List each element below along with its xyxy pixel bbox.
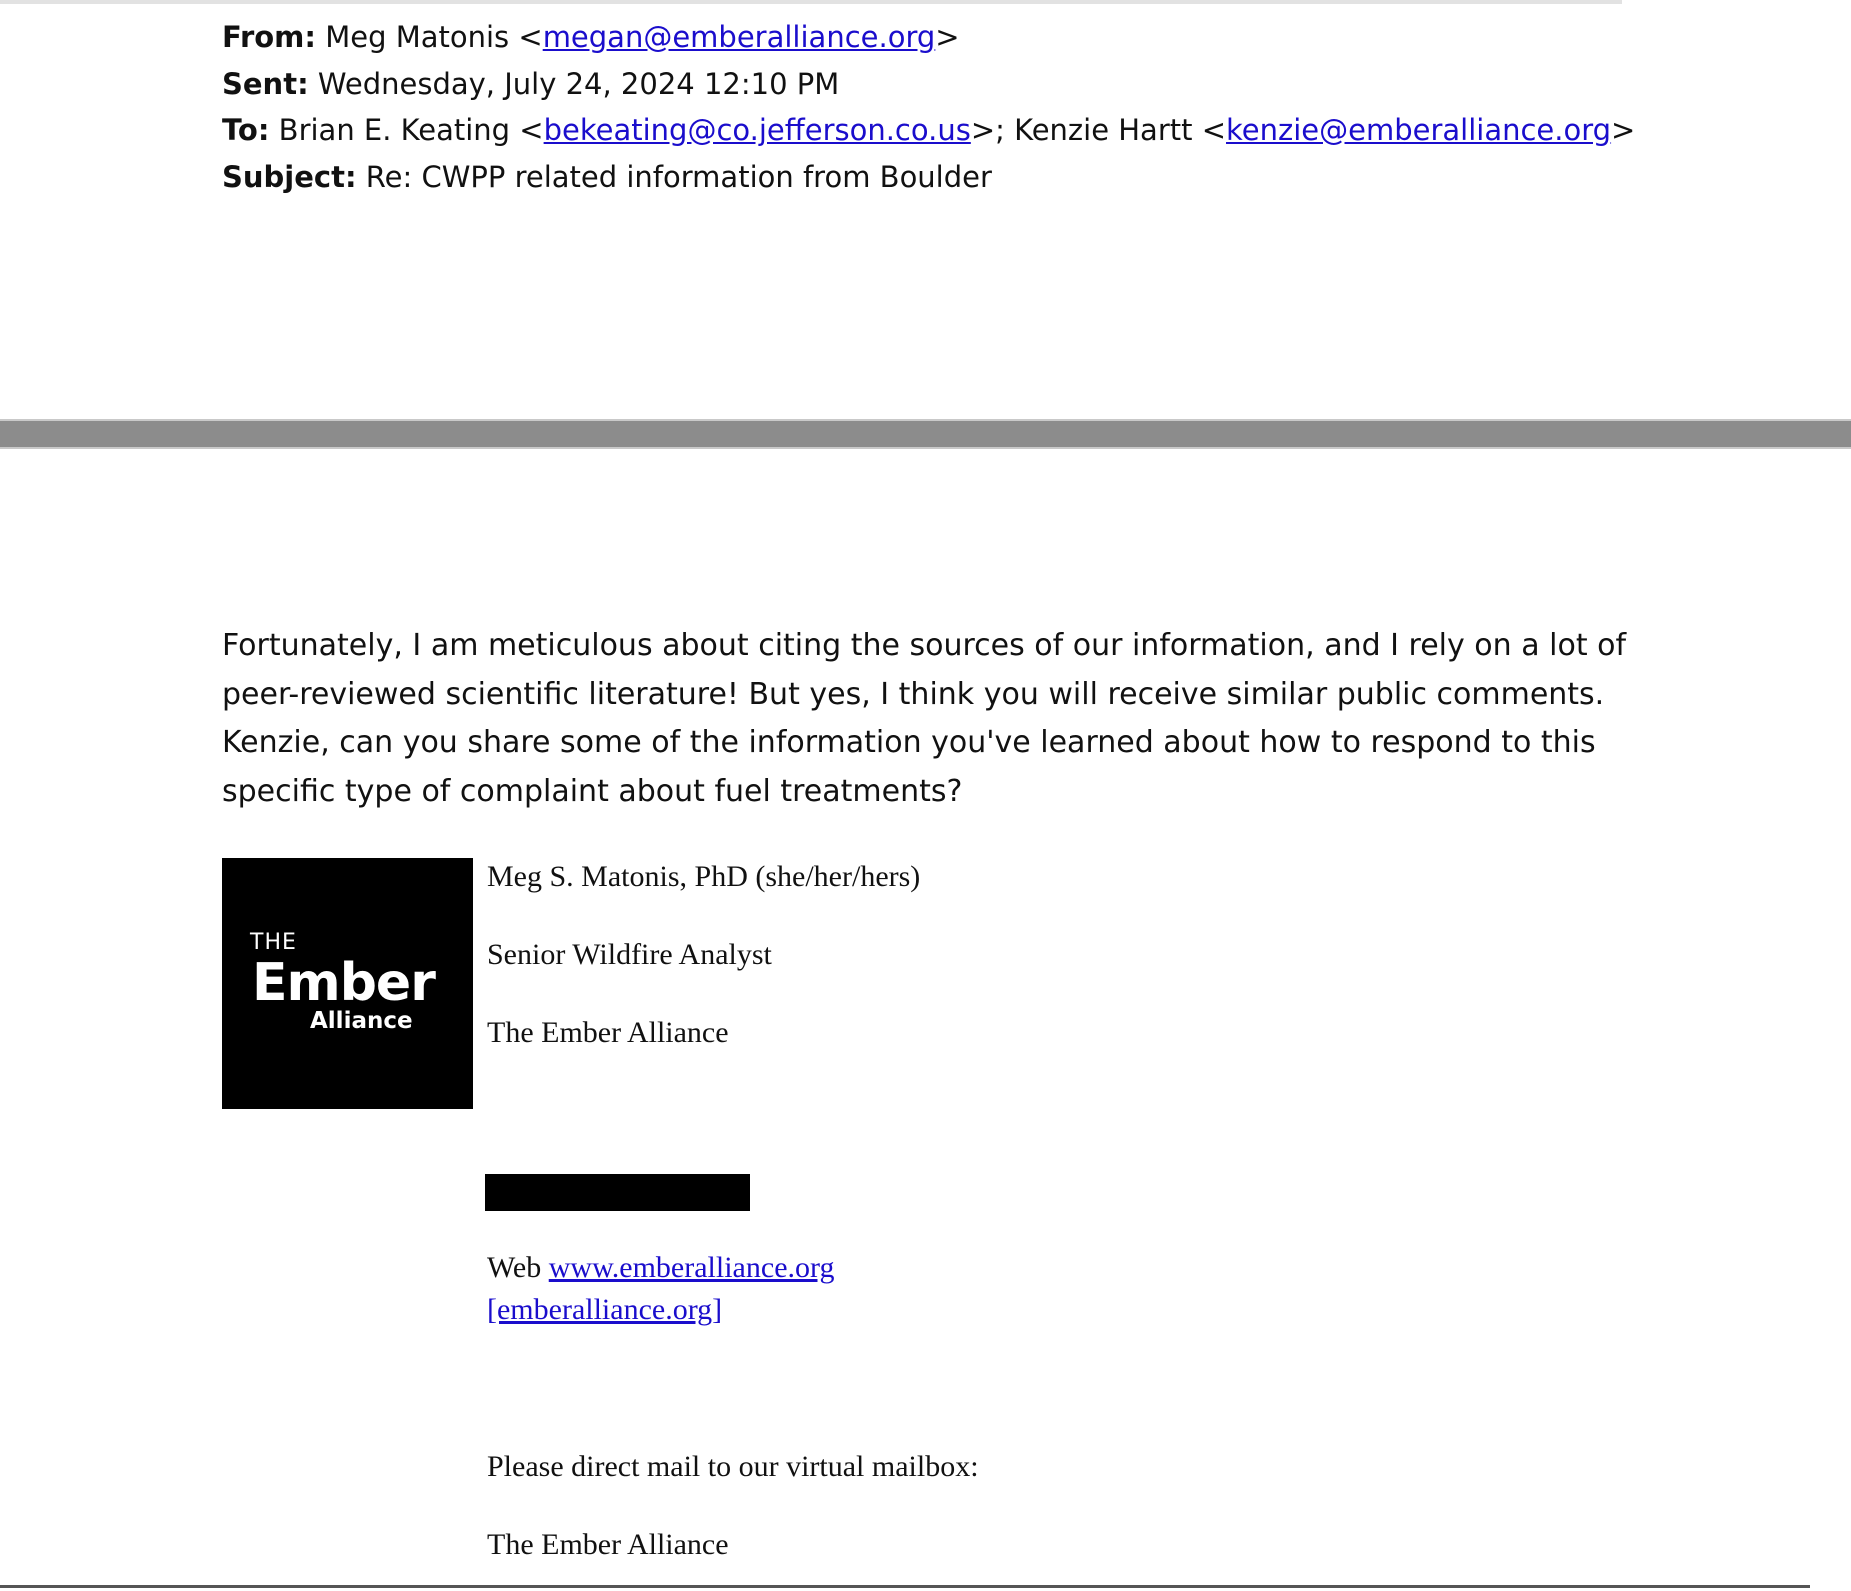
email-body-paragraph: Fortunately, I am meticulous about citing the sources of our information, and I rely on a lot of peer-reviewed scientific literature! But yes, I think you will receive similar public comments. Kenzie, can you share some of the information you've learned about how to respond to this specific type of complaint about fuel treatments? (222, 628, 1627, 809)
subject-line (222, 154, 1635, 201)
subject-label: Subject: (222, 159, 357, 194)
signature-name: Meg S. Matonis, PhD (she/her/hers) (487, 860, 921, 893)
mail-note: Please direct mail to our virtual mailbox: (487, 1450, 979, 1483)
email-header (222, 14, 1635, 200)
to-close: > (1611, 113, 1636, 147)
signature-web-line-2 (487, 1293, 722, 1327)
to-name-1: Brian E. Keating < (278, 113, 544, 147)
to-label: To: (222, 113, 270, 147)
to-separator: >; Kenzie Hartt < (970, 113, 1227, 147)
to-email-link-1[interactable]: bekeating@co.jefferson.co.us (543, 113, 971, 147)
web-label: Web (487, 1251, 549, 1284)
subject-value: Re: CWPP related information from Boulder (365, 159, 992, 194)
top-rule (0, 0, 1622, 4)
to-email-link-2[interactable]: kenzie@emberalliance.org (1226, 113, 1612, 147)
logo-alliance: Alliance (310, 1008, 413, 1034)
logo-the: THE (250, 930, 297, 955)
from-email-link[interactable]: megan@emberalliance.org (542, 20, 936, 54)
logo-ember: Ember (252, 953, 435, 1013)
bottom-rule (0, 1585, 1810, 1588)
from-label: From: (222, 20, 316, 54)
sent-label: Sent: (222, 66, 309, 101)
to-line (222, 107, 1635, 154)
web-link[interactable]: www.emberalliance.org (548, 1251, 835, 1284)
redaction-block (485, 1174, 750, 1211)
sent-value: Wednesday, July 24, 2024 12:10 PM (317, 66, 840, 101)
signature-org: The Ember Alliance (487, 1016, 729, 1049)
web-link-bracketed[interactable]: [emberalliance.org] (487, 1293, 723, 1326)
signature-web-line (487, 1251, 834, 1285)
ember-alliance-logo (222, 858, 473, 1109)
from-close: > (935, 20, 960, 54)
signature-title: Senior Wildfire Analyst (487, 938, 772, 971)
from-line (222, 14, 1635, 61)
mail-org: The Ember Alliance (487, 1528, 729, 1561)
sent-line (222, 61, 1635, 108)
from-name: Meg Matonis < (325, 20, 543, 54)
page-break-divider (0, 419, 1851, 449)
